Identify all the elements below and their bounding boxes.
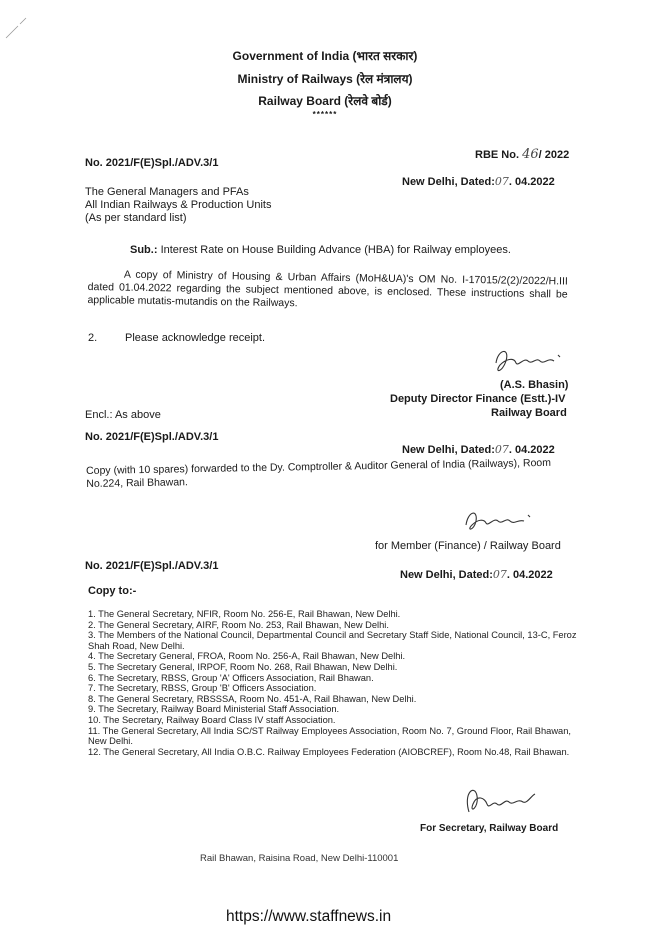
copy-to-list [88,609,588,757]
list-item: 2. The General Secretary, AIRF, Room No. 253, Rail Bhawan, New Delhi. [88,619,389,630]
list-item: 8. The General Secretary, RBSSSA, Room No. 451-A, Rail Bhawan, New Delhi. [88,693,417,704]
signatory-title: Deputy Director Finance (Estt.)-IV [390,393,566,405]
date-suffix: . 04.2022 [508,444,555,456]
website-watermark: https://www.staffnews.in [226,908,392,925]
list-item: 3. The Members of the National Council, Departmental Council and Secretary Staff Side, National Council, 13-C, Feroz Shah Road, New Delhi. [88,630,577,651]
signatory-org: Railway Board [491,407,567,419]
date-suffix: . 04.2022 [508,176,555,188]
para2-number: 2. [88,332,98,344]
date-line-3 [400,568,553,581]
list-item: 11. The General Secretary, All India SC/ST Railway Employees Association, Room No. 7, Ground Floor, Rail Bhawan, New Delhi. [88,725,571,747]
forwarding-paragraph: Copy (with 10 spares) forwarded to the Dy. Comptroller & Auditor General of India (Railways), Room No.224, Rail Bhawan. [86,456,552,490]
footer-address: Rail Bhawan, Raisina Road, New Delhi-110001 [200,853,399,864]
rbe-handwritten-number: 46 [522,147,539,162]
date-handwritten: 07 [492,568,507,581]
file-number-1: No. 2021/F(E)Spl./ADV.3/1 [85,157,219,169]
date-line-1 [402,175,555,188]
addressee-line: The General Managers and PFAs [85,186,249,198]
subject-line [130,244,511,256]
forwarding-signoff: for Member (Finance) / Railway Board [375,540,561,552]
date-prefix: New Delhi, Dated: [400,569,493,581]
addressee-line: (As per standard list) [85,212,187,224]
list-item: 9. The Secretary, Railway Board Ministerial Staff Association. [88,704,340,715]
handwritten-signature [488,343,578,379]
enclosure-note: Encl.: As above [85,409,161,421]
list-item: 4. The Secretary General, FROA, Room No. 256-A, Rail Bhawan, New Delhi. [88,651,406,662]
body-paragraph-1: A copy of Ministry of Housing & Urban Affairs (MoH&UA)'s OM No. I-17015/2(2)/2022/H.III dated 01.04.2022 regarding the subject mentioned above, is enclosed. These instructions shall be applicable mutatis-mutandis on the Railways. [87,268,568,310]
list-item: 6. The Secretary, RBSS, Group 'A' Officers Association, Rail Bhawan. [88,672,374,683]
copy-signoff: For Secretary, Railway Board [420,823,559,834]
list-item: 12. The General Secretary, All India O.B.C. Railway Employees Federation (AIOBCREF), Room No.48, Rail Bhawan. [88,746,570,757]
list-item: 1. The General Secretary, NFIR, Room No. 256-E, Rail Bhawan, New Delhi. [88,609,401,619]
file-number-3: No. 2021/F(E)Spl./ADV.3/1 [85,560,219,572]
rbe-label: RBE No. [475,149,523,161]
copy-to-label: Copy to:- [88,585,137,597]
signatory-name: (A.S. Bhasin) [500,379,569,391]
list-item: 7. The Secretary, RBSS, Group 'B' Officers Association. [88,683,317,694]
subject-label: Sub.: [130,244,158,256]
date-prefix: New Delhi, Dated: [402,176,495,188]
date-prefix: New Delhi, Dated: [402,444,495,456]
handwritten-signature [460,505,540,537]
body-paragraph-2: Please acknowledge receipt. [125,332,266,344]
header-stars: ****** [312,110,338,119]
list-item: 5. The Secretary General, IRPOF, Room No. 268, Rail Bhawan, New Delhi. [88,661,398,672]
file-number-2: No. 2021/F(E)Spl./ADV.3/1 [85,431,219,443]
date-handwritten: 07 [494,175,509,188]
header-ministry: Ministry of Railways (रेल मंत्रालय) [237,72,413,86]
list-item: 10. The Secretary, Railway Board Class IV staff Association. [88,714,336,725]
date-line-2 [402,443,555,456]
subject-text: Interest Rate on House Building Advance (HBA) for Railway employees. [160,244,511,256]
header-government: Government of India (भारत सरकार) [232,49,418,63]
rbe-number [475,147,569,162]
date-handwritten: 07 [494,443,509,456]
date-suffix: . 04.2022 [506,569,553,581]
rbe-year: / 2022 [538,149,570,161]
addressee-block [85,186,271,225]
handwritten-signature [455,782,545,820]
corner-mark [4,10,34,40]
header-board: Railway Board (रेलवे बोर्ड) [258,94,392,108]
addressee-line: All Indian Railways & Production Units [85,199,272,211]
